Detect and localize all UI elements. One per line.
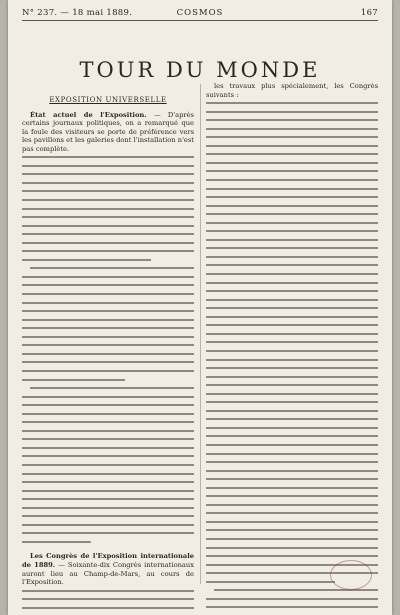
header-rule — [22, 20, 378, 21]
article-state-text: — D'après certains journaux politiques, on a remarqué que la foule des visiteurs se porte de préférence vers les pavillons et les galeries dont l'installation n'est pas complète. — [22, 110, 194, 153]
article-state-lead: État actuel de l'Exposition. — [30, 110, 147, 119]
library-stamp — [330, 560, 372, 590]
left-column — [22, 96, 194, 615]
document-page — [8, 0, 392, 615]
journal-name: COSMOS — [176, 8, 224, 18]
right-column-body — [206, 99, 378, 615]
right-column-opening: les travaux plus spécialement, les Congrès suivants : — [206, 82, 378, 99]
page-number: 167 — [360, 8, 378, 18]
right-column — [206, 82, 378, 615]
article-congres-text: — Soixante-dix Congrès internationaux auront lieu au Champ-de-Mars, au cours de l'Exposition. — [22, 560, 194, 587]
article-congres-lead: Les Congrès de l'Exposition internationale de 1889. — [22, 552, 194, 569]
article-congres — [22, 552, 194, 586]
article-state — [22, 111, 194, 154]
page-title: TOUR DU MONDE — [79, 58, 321, 83]
section-heading: EXPOSITION UNIVERSELLE — [49, 96, 167, 104]
issue-number: N° 237. — 18 mai 1889. — [22, 8, 133, 18]
column-divider — [200, 84, 201, 584]
article-state-body — [22, 153, 194, 546]
article-congres-body — [22, 587, 194, 615]
